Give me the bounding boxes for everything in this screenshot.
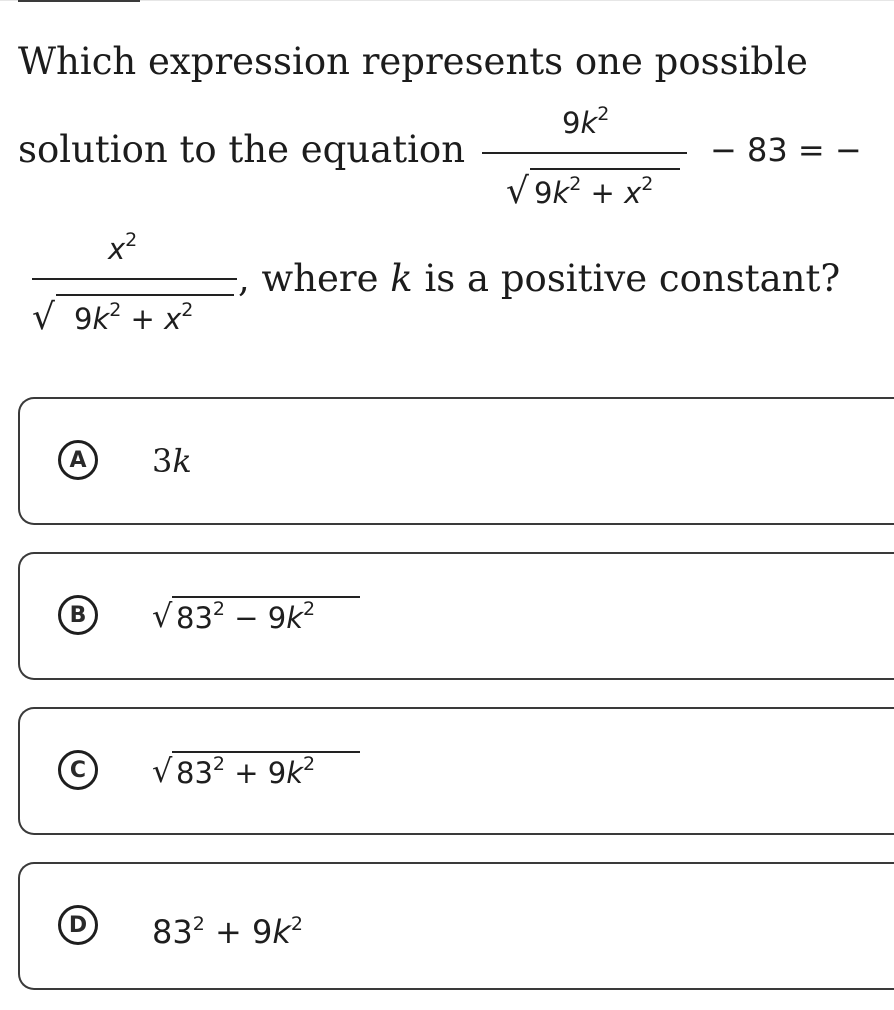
fraction-1-numerator: [562, 103, 610, 140]
numerator-coefficient: 9: [562, 106, 581, 140]
sqrt-symbol: √: [152, 752, 173, 790]
den-operator: +: [581, 176, 625, 210]
base: 83: [152, 913, 193, 951]
sqrt-vinculum: [530, 168, 680, 170]
numerator-exponent: 2: [125, 229, 138, 251]
sqrt-vinculum: [172, 751, 360, 753]
variable: k: [272, 913, 291, 951]
answer-option-a[interactable]: [18, 397, 894, 525]
numerator-exponent: 2: [597, 103, 610, 125]
progress-indicator: [18, 0, 140, 2]
top-divider: [0, 0, 894, 1]
exponent: 2: [212, 598, 225, 620]
den-variable-k: k: [552, 176, 570, 210]
fraction-1-denominator: [534, 173, 654, 210]
den-exponent-x: 2: [181, 299, 194, 321]
operator: +: [225, 756, 268, 790]
sqrt-symbol: √: [32, 297, 55, 338]
equation-fraction-1: [482, 96, 692, 221]
line3-suffix: is a positive constant?: [412, 257, 841, 300]
den-coefficient: 9: [534, 176, 553, 210]
option-a-text: [152, 439, 192, 483]
answer-option-d[interactable]: [18, 862, 894, 990]
variable: k: [286, 756, 303, 790]
option-a-coefficient: 3: [152, 442, 173, 480]
option-letter-badge: C: [58, 750, 98, 790]
question-line-3: [238, 257, 840, 301]
den-exponent-x: 2: [641, 173, 654, 195]
fraction-1-bar: [482, 152, 687, 154]
option-letter-badge: B: [58, 595, 98, 635]
option-b-radicand: [176, 600, 315, 640]
line3-variable: k: [390, 257, 413, 300]
den-exponent-k: 2: [569, 173, 582, 195]
sqrt-vinculum: [172, 596, 360, 598]
coefficient: 9: [267, 601, 287, 635]
sqrt-symbol: √: [152, 597, 173, 635]
coefficient: 9: [267, 756, 287, 790]
option-letter-badge: D: [58, 905, 98, 945]
sqrt-symbol: √: [506, 171, 529, 212]
answer-option-b[interactable]: [18, 552, 894, 680]
option-a-variable: k: [172, 442, 192, 480]
den-variable-x: x: [624, 176, 642, 210]
base: 83: [176, 756, 213, 790]
equation-tail: − 83 = −: [710, 131, 862, 169]
base: 83: [176, 601, 213, 635]
exponent-2: 2: [303, 598, 316, 620]
exponent: 2: [212, 753, 225, 775]
answer-option-c[interactable]: [18, 707, 894, 835]
den-variable-x: x: [164, 302, 182, 336]
den-variable-k: k: [92, 302, 110, 336]
den-exponent-k: 2: [109, 299, 122, 321]
question-line-1: Which expression represents one possible: [18, 40, 808, 83]
numerator-variable: k: [580, 106, 598, 140]
den-coefficient: 9: [74, 302, 93, 336]
exponent-2: 2: [303, 753, 316, 775]
coefficient: 9: [251, 913, 273, 951]
exponent: 2: [192, 913, 205, 935]
fraction-2-denominator: [74, 299, 194, 336]
question-line-2: solution to the equation: [18, 128, 466, 171]
sqrt-vinculum: [56, 294, 234, 296]
numerator-variable: x: [108, 232, 126, 266]
exponent-2: 2: [290, 913, 303, 935]
operator: +: [204, 913, 252, 951]
variable: k: [286, 601, 303, 635]
den-operator: +: [121, 302, 165, 336]
option-d-expression: [152, 910, 303, 959]
fraction-2-bar: [32, 278, 237, 280]
fraction-2-numerator: [108, 229, 138, 266]
line3-prefix: , where: [238, 257, 391, 300]
operator: −: [225, 601, 268, 635]
option-c-radicand: [176, 755, 315, 795]
option-letter-badge: A: [58, 440, 98, 480]
equation-fraction-2: [18, 222, 228, 347]
